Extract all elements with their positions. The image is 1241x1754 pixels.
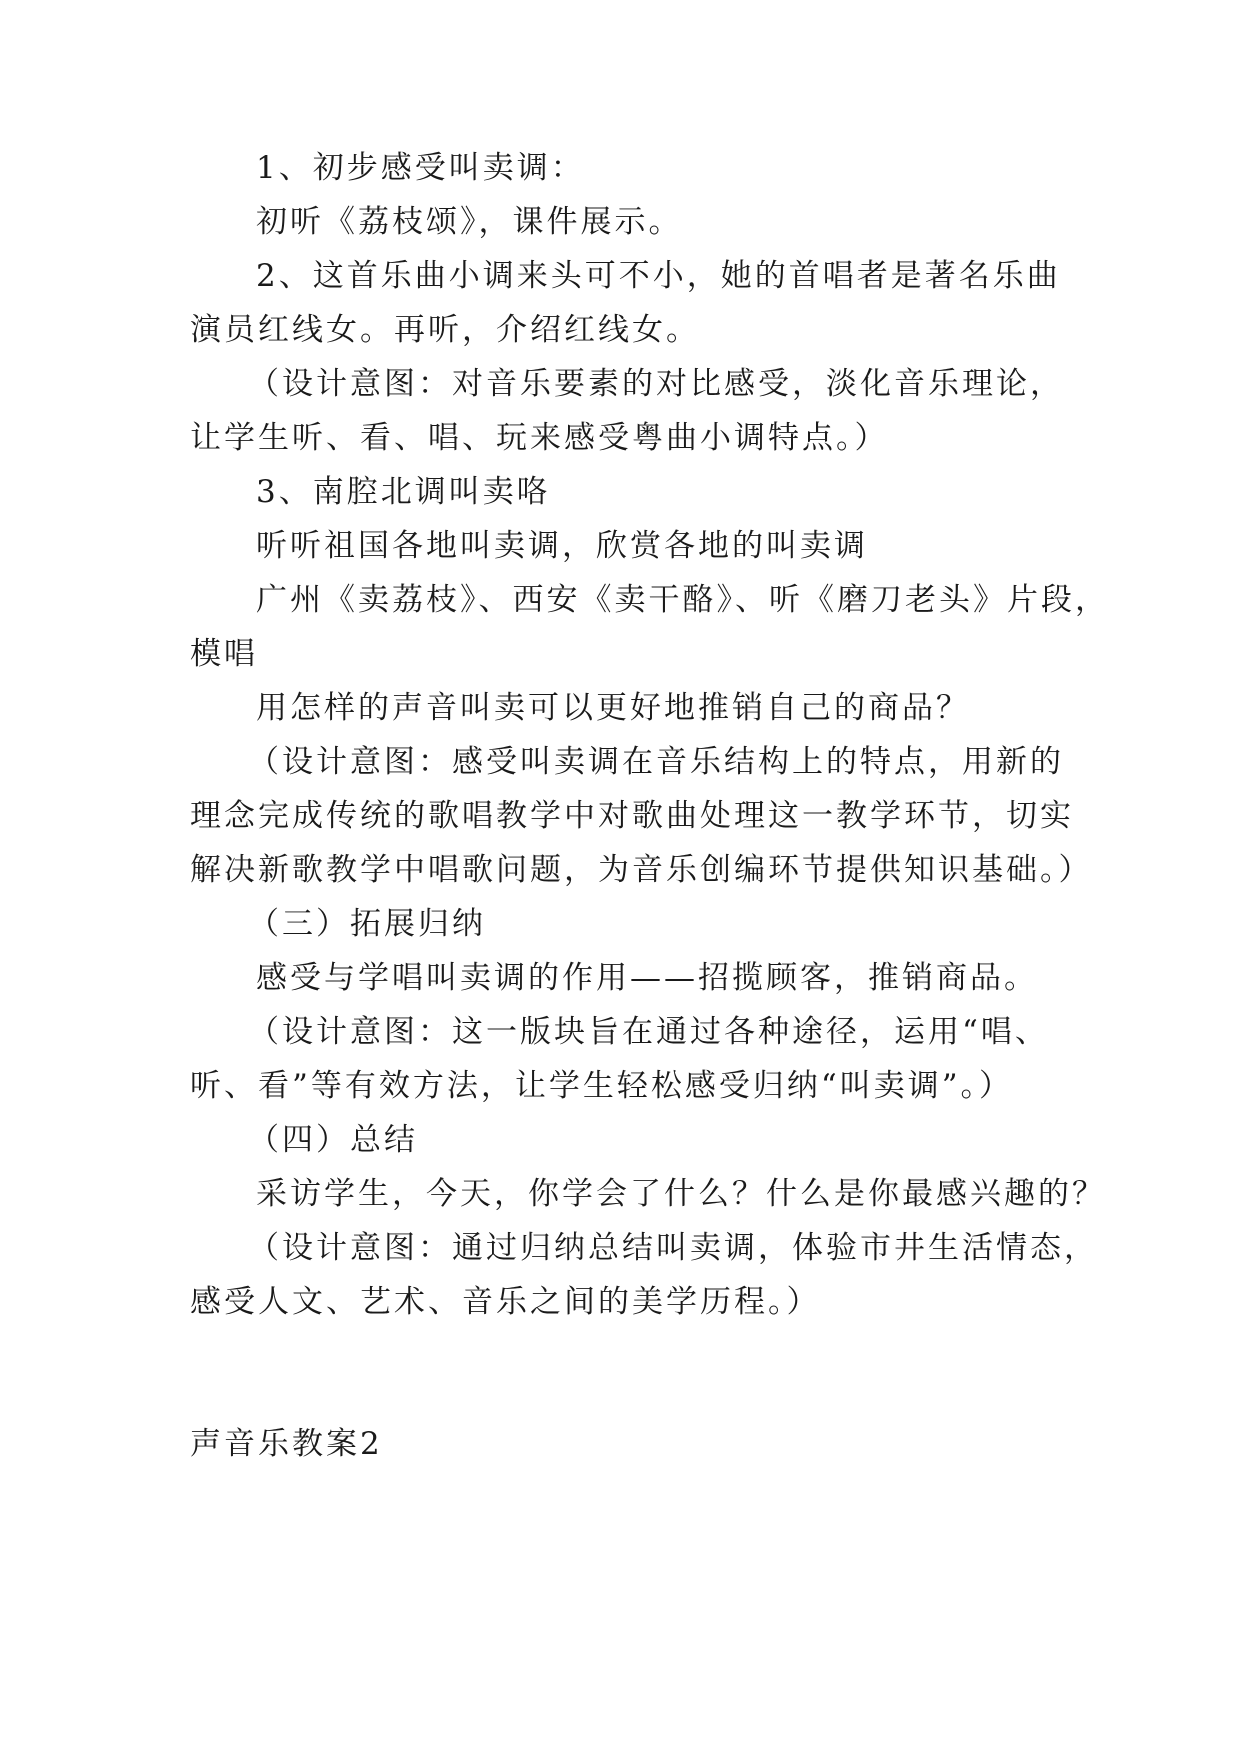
paragraph-line: 模唱 <box>190 636 258 672</box>
paragraph-line: 听听祖国各地叫卖调，欣赏各地的叫卖调 <box>256 528 868 564</box>
document-title: 声音乐教案2 <box>190 1426 383 1462</box>
step-3-heading: 3、南腔北调叫卖咯 <box>256 474 551 510</box>
paragraph-line: 演员红线女。再听，介绍红线女。 <box>190 312 700 348</box>
design-note-line: （设计意图：通过归纳总结叫卖调，体验市井生活情态， <box>248 1230 1098 1266</box>
paragraph-line: 初听《荔枝颂》，课件展示。 <box>256 204 683 240</box>
design-note-line: （设计意图：感受叫卖调在音乐结构上的特点，用新的 <box>248 744 1064 780</box>
design-note-line: 解决新歌教学中唱歌问题，为音乐创编环节提供知识基础。） <box>190 852 1093 888</box>
step-1-heading: 1、初步感受叫卖调： <box>256 150 585 186</box>
paragraph-line: 感受与学唱叫卖调的作用——招揽顾客，推销商品。 <box>256 960 1038 996</box>
section-heading: （三）拓展归纳 <box>248 906 486 942</box>
section-heading: （四）总结 <box>248 1122 418 1158</box>
step-2-heading: 2、这首乐曲小调来头可不小，她的首唱者是著名乐曲 <box>256 258 1061 294</box>
design-note-line: 听、看”等有效方法，让学生轻松感受归纳“叫卖调”。） <box>190 1068 1014 1104</box>
design-note-line: 理念完成传统的歌唱教学中对歌曲处理这一教学环节，切实 <box>190 798 1074 834</box>
design-note-line: 感受人文、艺术、音乐之间的美学历程。） <box>190 1284 821 1320</box>
paragraph-line: 广州《卖荔枝》、西安《卖干酪》、听《磨刀老头》片段， <box>256 582 1109 618</box>
paragraph-line: 用怎样的声音叫卖可以更好地推销自己的商品？ <box>256 690 970 726</box>
design-note-line: （设计意图：这一版块旨在通过各种途径，运用“唱、 <box>248 1014 1049 1050</box>
design-note-line: 让学生听、看、唱、玩来感受粤曲小调特点。） <box>190 420 889 456</box>
paragraph-line: 采访学生，今天，你学会了什么？什么是你最感兴趣的？ <box>256 1176 1106 1212</box>
design-note-line: （设计意图：对音乐要素的对比感受，淡化音乐理论， <box>248 366 1064 402</box>
